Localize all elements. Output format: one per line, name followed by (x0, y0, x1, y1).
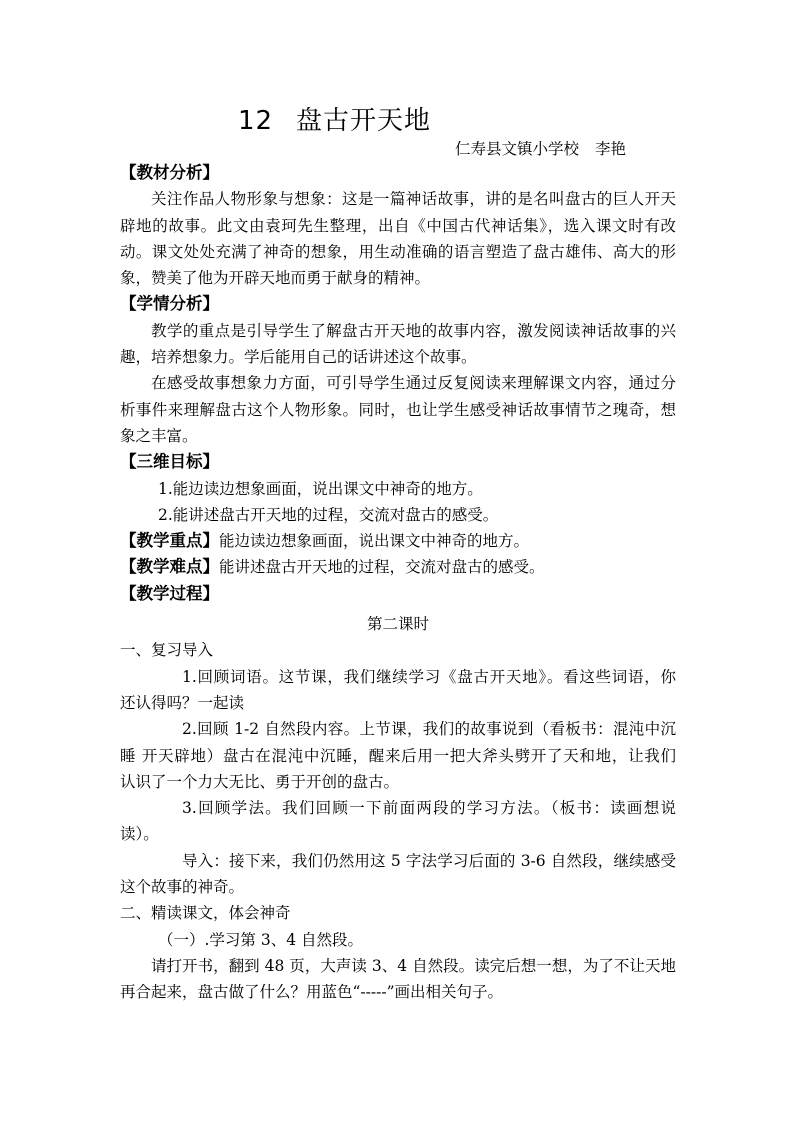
paragraph-line: 认识了一个力大无比、勇于开创的盘古。 (120, 772, 400, 791)
paragraph-line: 在感受故事想象力方面，可引导学生通过反复阅读来理解课文内容，通过分 (151, 374, 676, 393)
author-school: 仁寿县文镇小学校 (455, 140, 580, 158)
heading-label: 【教学重点】 (120, 531, 219, 551)
paragraph-line: 教学的重点是引导学生了解盘古开天地的故事内容，激发阅读神话故事的兴 (151, 321, 676, 340)
heading-jiaocai: 【教材分析】 (120, 163, 219, 182)
paragraph-line: 象，赞美了他为开辟天地而勇于献身的精神。 (120, 269, 431, 288)
heading-mubiao: 【三维目标】 (120, 452, 219, 472)
paragraph-line: 3.回顾学法。我们回顾一下前面两段的学习方法。（板书：读画想说 (182, 799, 676, 818)
paragraph-line: 导入：接下来，我们仍然用这 5 字法学习后面的 3-6 自然段，继续感受 (182, 851, 676, 870)
document-body (120, 160, 676, 1006)
document-title (238, 100, 431, 137)
heading-text: 能讲述盘古开天地的过程，交流对盘古的感受。 (219, 558, 545, 577)
paragraph-line: 辟地的故事。此文由袁珂先生整理，出自《中国古代神话集》，选入课文时有改 (120, 216, 676, 235)
paragraph-line: 动。课文处处充满了神奇的想象，用生动准确的语言塑造了盘古雄伟、高大的形 (120, 242, 676, 261)
heading-text: 能边读边想象画面，说出课文中神奇的地方。 (219, 532, 530, 551)
lesson-number: 12 (238, 106, 274, 136)
author-line (455, 137, 626, 159)
paragraph-line: 还认得吗？一起读 (120, 693, 245, 712)
lesson-period: 第二课时 (366, 615, 429, 634)
heading-label: 【教学难点】 (120, 557, 219, 577)
paragraph-line: 再合起来，盘古做了什么？用蓝色“-----”画出相关句子。 (120, 983, 504, 1002)
goal-item: 2.能讲述盘古开天地的过程，交流对盘古的感受。 (158, 505, 499, 524)
part2-heading: 二、精读课文，体会神奇 (120, 904, 291, 923)
paragraph-line: 2.回顾 1-2 自然段内容。上节课，我们的故事说到（看板书：混沌中沉 (182, 720, 676, 739)
part2-subheading: （一）.学习第 3、4 自然段。 (158, 930, 364, 949)
goal-item: 1.能边读边想象画面，说出课文中神奇的地方。 (158, 479, 483, 498)
heading-guocheng: 【教学过程】 (120, 583, 219, 603)
paragraph-line: 关注作品人物形象与想象：这是一篇神话故事，讲的是名叫盘古的巨人开天 (151, 190, 676, 209)
heading-nandian (120, 554, 676, 580)
lesson-title: 盘古开天地 (296, 106, 432, 136)
paragraph-line: 读）。 (120, 825, 159, 844)
author-name: 李艳 (595, 140, 627, 158)
paragraph-line: 趣，培养想象力。学后能用自己的话讲述这个故事。 (120, 348, 477, 367)
paragraph-line: 这个故事的神奇。 (120, 878, 245, 897)
paragraph-line: 象之丰富。 (120, 426, 198, 445)
paragraph-line: 析事件来理解盘古这个人物形象。同时，也让学生感受神话故事情节之瑰奇，想 (120, 400, 676, 419)
paragraph-line: 1.回顾词语。这节课，我们继续学习《盘古开天地》。看这些词语，你 (182, 667, 676, 686)
heading-zhongdian (120, 528, 676, 554)
paragraph-line: 请打开书，翻到 48 页，大声读 3、4 自然段。读完后想一想，为了不让天地 (151, 956, 676, 975)
heading-xueqing: 【学情分析】 (120, 294, 219, 314)
paragraph-line: 睡 开天辟地）盘古在混沌中沉睡，醒来后用一把大斧头劈开了天和地，让我们 (120, 746, 676, 765)
part1-heading: 一、复习导入 (120, 641, 214, 660)
